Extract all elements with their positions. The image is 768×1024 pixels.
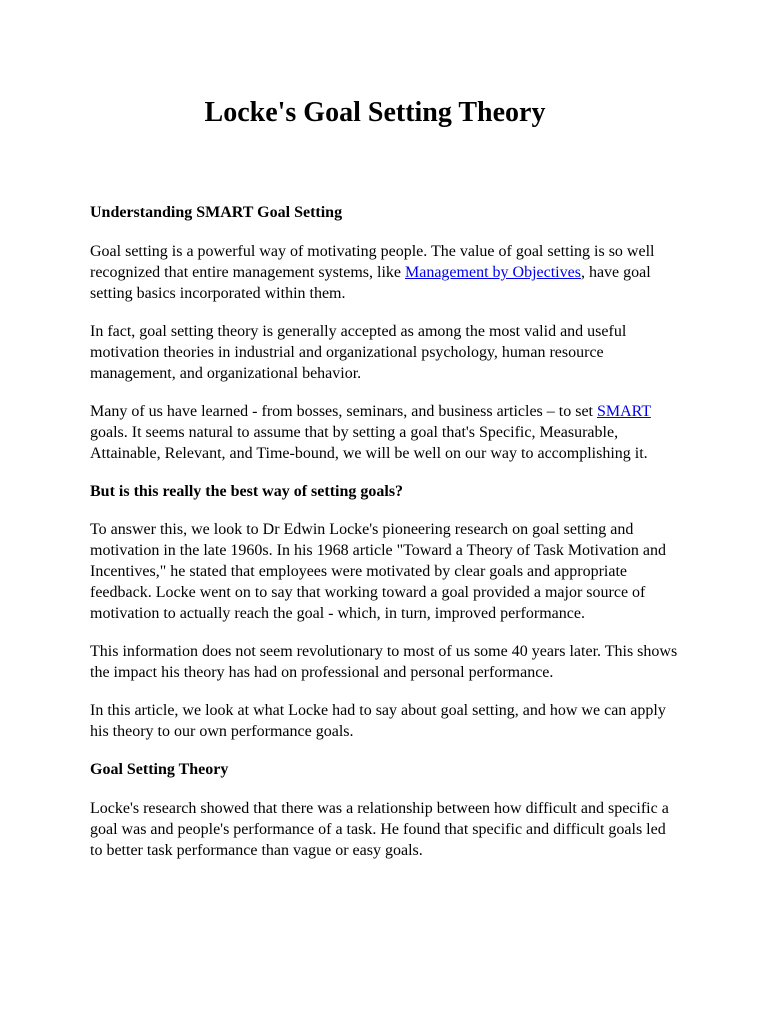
paragraph-text: goals. It seems natural to assume that by setting a goal that's Specific, Measurable, Attainable, Relevant, and Time-bound, we will be well on our way to accomplishing it.	[90, 424, 648, 462]
section-heading-best-way: But is this really the best way of setting goals?	[90, 483, 404, 500]
paragraph-text: Many of us have learned - from bosses, seminars, and business articles – to set	[90, 403, 597, 420]
paragraph-text: Goal setting is a powerful way of motivating people. The value of goal setting is so well recognized that entire management systems, like	[90, 243, 655, 281]
article-body	[90, 202, 680, 878]
management-by-objectives-link[interactable]: Management by Objectives	[405, 264, 581, 281]
paragraph-smart-goals	[90, 401, 680, 464]
paragraph-not-revolutionary: This information does not seem revolutionary to most of us some 40 years later. This shows the impact his theory has had on professional and personal performance.	[90, 643, 678, 681]
page-title: Locke's Goal Setting Theory	[204, 97, 546, 128]
section-heading-goal-setting-theory: Goal Setting Theory	[90, 761, 229, 778]
paragraph-goal-setting-valid: In fact, goal setting theory is generally accepted as among the most valid and useful motivation theories in industrial and organizational psychology, human resource management, and organizational behavior.	[90, 323, 627, 382]
paragraph-text: , have goal setting basics incorporated within them.	[90, 264, 651, 302]
paragraph-locke-research: To answer this, we look to Dr Edwin Locke's pioneering research on goal setting and motivation in the late 1960s. In his 1968 article "Toward a Theory of Task Motivation and Incentives," he stated that employees were motivated by clear goals and appropriate feedback. Locke went on to say that working toward a goal provided a major source of motivation to actually reach the goal - which, in turn, improved performance.	[90, 521, 667, 622]
paragraph-goal-setting-intro	[90, 241, 680, 304]
paragraph-this-article: In this article, we look at what Locke had to say about goal setting, and how we can apply his theory to our own performance goals.	[90, 702, 666, 740]
paragraph-relationship: Locke's research showed that there was a relationship between how difficult and specific a goal was and people's performance of a task. He found that specific and difficult goals led to better task performance than vague or easy goals.	[90, 800, 669, 859]
section-heading-smart: Understanding SMART Goal Setting	[90, 204, 343, 221]
smart-link[interactable]: SMART	[597, 403, 651, 420]
